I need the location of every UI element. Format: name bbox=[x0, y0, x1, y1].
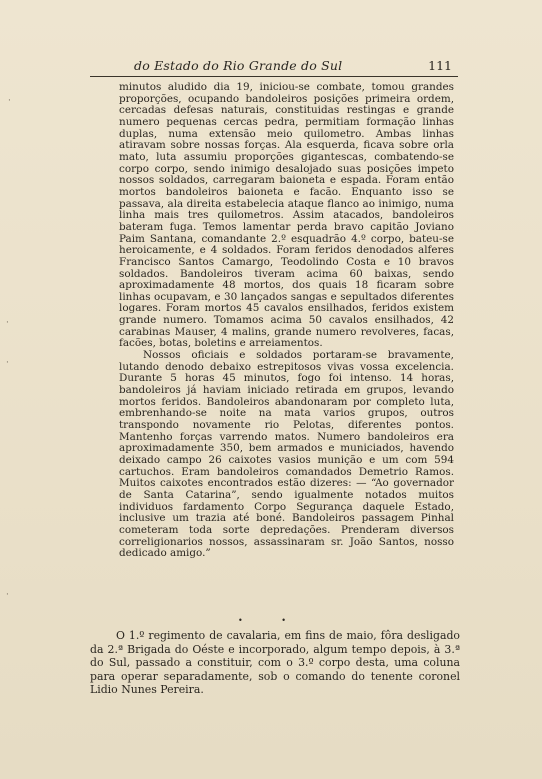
page-number: 111 bbox=[428, 58, 452, 73]
paragraph-2: Nossos oficiais e soldados portaram-se bravamente, lutando denodo debaixo estrepitosos vivas vossa excelencia. Durante 5 horas 45 minutos, fogo foi intenso. 14 horas, bandoleiros já haviam iniciado retirada em grupos, levando mortos feridos. Bandoleiros abandonaram por completo luta, embrenhando-se noite na mata varios grupos, outros transpondo novamente rio Pelotas, diferentes pontos. Mantenho forças varrendo matos. Numero bandoleiros era aproximadamente 350, bem armados e municiados, havendo deixado campo 26 caixotes vasios munição e um com 594 cartuchos. Eram bandoleiros comandados Demetrio Ramos. Muitos caixotes encontrados estão dizeres: — “Ao governador de Santa Catarina”, sendo igualmente notados muitos individuos fardamento Corpo Segurança daquele Estado, inclusive um trazia até boné. Bandoleiros passagem Pinhal cometeram toda sorte depredações. Prenderam diversos correligionarios nossos, assassinaram sr. João Santos, nosso dedicado amigo.” bbox=[119, 349, 454, 560]
margin-speck: · bbox=[6, 318, 9, 328]
margin-speck: · bbox=[8, 96, 11, 106]
closing-text bbox=[90, 629, 460, 697]
quoted-telegram-text bbox=[119, 82, 454, 560]
margin-speck: · bbox=[6, 590, 9, 600]
final-paragraph: O 1.º regimento de cavalaria, em fins de maio, fôra desligado da 2.ª Brigada do Oéste e incorporado, algum tempo depois, à 3.ª do Sul, passado a constituir, com o 3.º corpo desta, uma coluna para operar separadamente, sob o comando do tenente coronel Lidio Nunes Pereira. bbox=[90, 629, 460, 696]
section-ornament: • • bbox=[238, 616, 304, 625]
paragraph-1: minutos aludido dia 19, iniciou-se combate, tomou grandes proporções, ocupando bandoleiros posições primeira ordem, cercadas defesas naturais, constituidas restingas e grande numero pequenas cercas pedra, permitiam formação linhas duplas, numa extensão meio quilometro. Ambas linhas atiravam sobre nossas forças. Ala esquerda, ficava sobre orla mato, luta assumiu proporções gigantescas, combatendo-se corpo corpo, sendo inimigo desalojado suas posições impeto nossos soldados, carregaram baioneta e espada. Foram então mortos bandoleiros baioneta e facão. Enquanto isso se passava, ala direita estabelecia ataque flanco ao inimigo, numa linha mais tres quilometros. Assim atacados, bandoleiros bateram fuga. Temos lamentar perda bravo capitão Joviano Paim Santana, comandante 2.º esquadrão 4.º corpo, bateu-se heroicamente, e 4 soldados. Foram feridos denodados alferes Francisco Santos Camargo, Teodolindo Costa e 10 bravos soldados. Bandoleiros tiveram acima 60 baixas, sendo aproximadamente 48 mortos, dos quais 18 ficaram sobre linhas ocupavam, e 30 lançados sangas e sepultados diferentes logares. Foram mortos 45 cavalos ensilhados, feridos existem grande numero. Tomamos acima 50 cavalos ensilhados, 42 carabinas Mauser, 4 malins, grande numero revolveres, facas, facões, botas, boletins e arreiamentos. bbox=[119, 81, 454, 350]
running-title: do Estado do Rio Grande do Sul bbox=[134, 58, 343, 73]
margin-speck: · bbox=[6, 358, 9, 368]
page-header bbox=[90, 58, 458, 77]
